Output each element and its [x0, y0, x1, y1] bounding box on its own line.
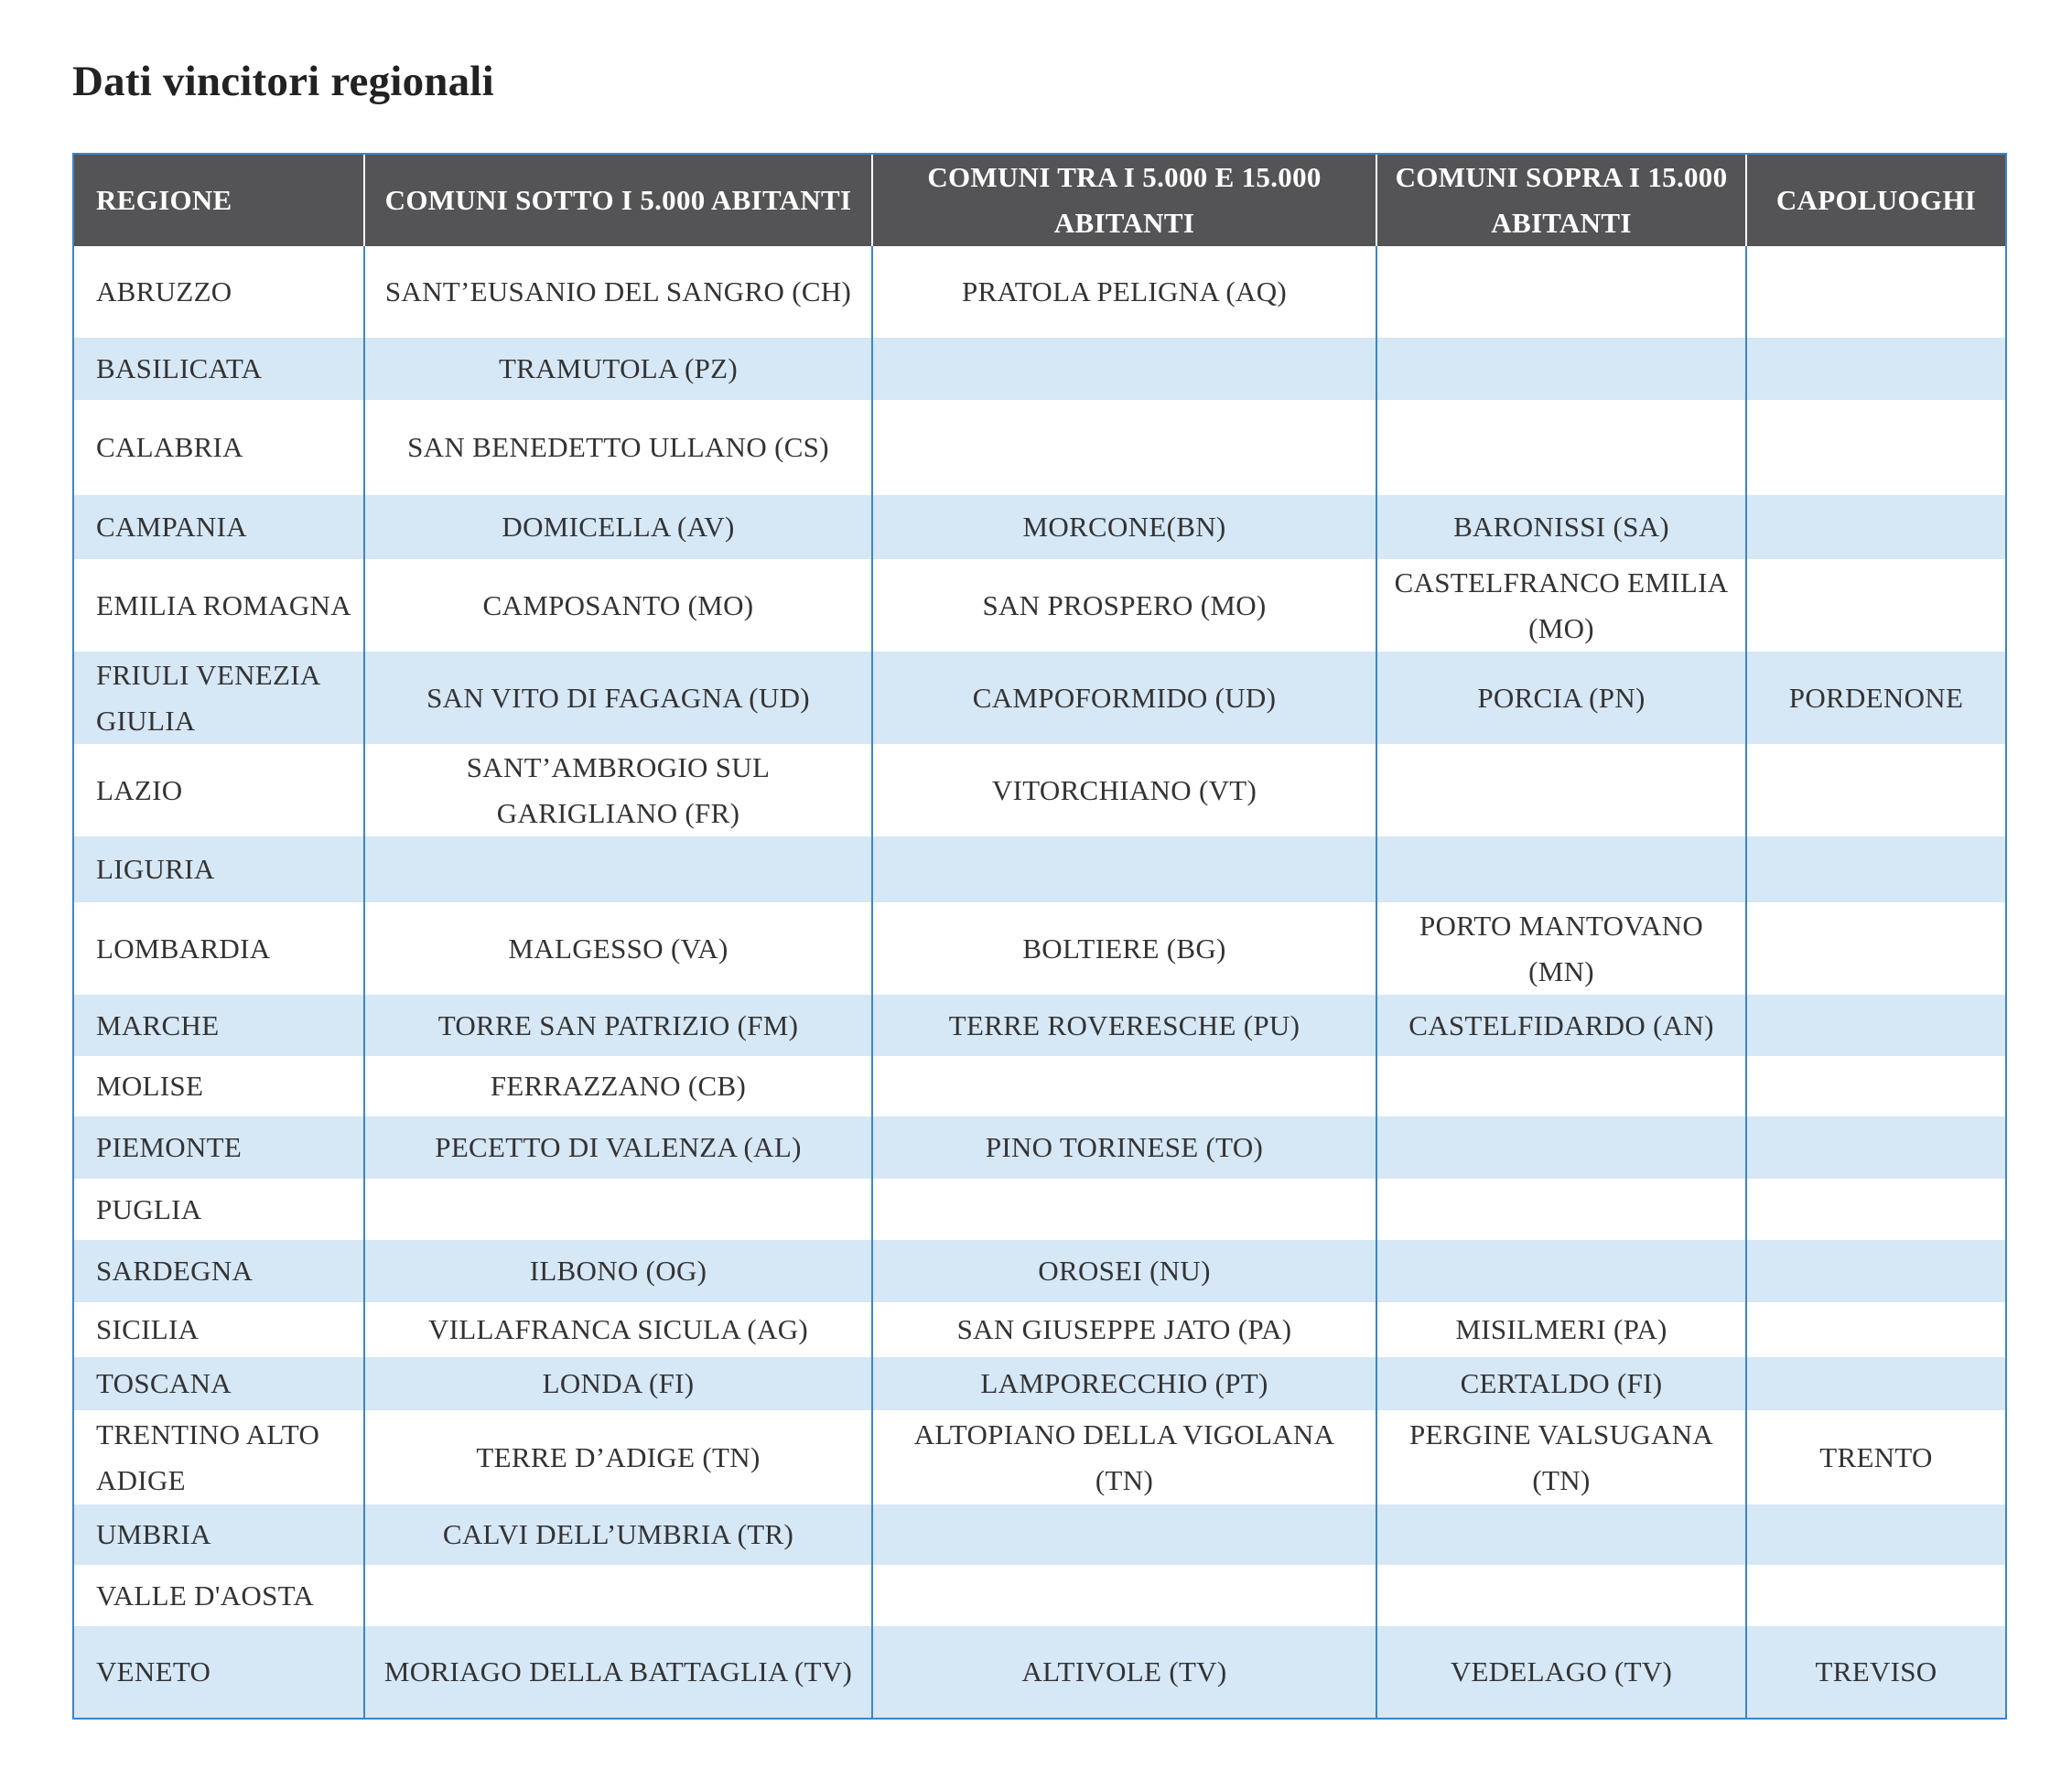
cell-capoluogo — [1746, 1357, 2006, 1410]
cell-over-15000 — [1376, 338, 1746, 400]
table-row — [73, 559, 2006, 652]
cell-under-5000: LONDA (FI) — [364, 1357, 872, 1410]
cell-over-15000: CASTELFRANCO EMILIA (MO) — [1376, 559, 1746, 652]
table-row — [73, 902, 2006, 995]
cell-5000-15000: MORCONE(BN) — [872, 495, 1376, 559]
header-comuni-5000-15000: COMUNI TRA I 5.000 E 15.000 ABITANTI — [872, 154, 1376, 246]
cell-region: SARDEGNA — [73, 1240, 364, 1302]
cell-5000-15000: TERRE ROVERESCHE (PU) — [872, 995, 1376, 1056]
cell-over-15000: PERGINE VALSUGANA (TN) — [1376, 1410, 1746, 1504]
cell-capoluogo — [1746, 1056, 2006, 1116]
cell-5000-15000 — [872, 1056, 1376, 1116]
cell-over-15000 — [1376, 1116, 1746, 1179]
cell-over-15000: MISILMERI (PA) — [1376, 1302, 1746, 1357]
cell-over-15000: CERTALDO (FI) — [1376, 1357, 1746, 1410]
cell-capoluogo: PORDENONE — [1746, 652, 2006, 744]
cell-under-5000: CALVI DELL’UMBRIA (TR) — [364, 1504, 872, 1565]
cell-region: BASILICATA — [73, 338, 364, 400]
cell-over-15000: CASTELFIDARDO (AN) — [1376, 995, 1746, 1056]
cell-under-5000: SAN BENEDETTO ULLANO (CS) — [364, 400, 872, 495]
cell-region: TOSCANA — [73, 1357, 364, 1410]
table-row — [73, 836, 2006, 902]
cell-region: EMILIA ROMAGNA — [73, 559, 364, 652]
cell-over-15000: VEDELAGO (TV) — [1376, 1626, 1746, 1719]
cell-5000-15000 — [872, 400, 1376, 495]
cell-capoluogo — [1746, 836, 2006, 902]
table-row — [73, 1116, 2006, 1179]
cell-region: SICILIA — [73, 1302, 364, 1357]
cell-capoluogo — [1746, 495, 2006, 559]
cell-over-15000 — [1376, 1565, 1746, 1626]
cell-capoluogo — [1746, 1565, 2006, 1626]
cell-under-5000: PECETTO DI VALENZA (AL) — [364, 1116, 872, 1179]
table-row — [73, 744, 2006, 836]
table-row — [73, 495, 2006, 559]
table-row — [73, 995, 2006, 1056]
cell-region: MOLISE — [73, 1056, 364, 1116]
cell-capoluogo — [1746, 1504, 2006, 1565]
cell-capoluogo — [1746, 559, 2006, 652]
cell-capoluogo — [1746, 744, 2006, 836]
cell-5000-15000 — [872, 1565, 1376, 1626]
cell-under-5000 — [364, 836, 872, 902]
cell-over-15000 — [1376, 1056, 1746, 1116]
header-row — [73, 154, 2006, 246]
cell-5000-15000 — [872, 1504, 1376, 1565]
cell-over-15000: PORCIA (PN) — [1376, 652, 1746, 744]
cell-region: MARCHE — [73, 995, 364, 1056]
cell-5000-15000: SAN GIUSEPPE JATO (PA) — [872, 1302, 1376, 1357]
cell-over-15000: PORTO MANTOVANO (MN) — [1376, 902, 1746, 995]
cell-under-5000: MALGESSO (VA) — [364, 902, 872, 995]
table-row — [73, 1410, 2006, 1504]
cell-under-5000: CAMPOSANTO (MO) — [364, 559, 872, 652]
cell-5000-15000: LAMPORECCHIO (PT) — [872, 1357, 1376, 1410]
cell-capoluogo — [1746, 1302, 2006, 1357]
table-row — [73, 1504, 2006, 1565]
cell-under-5000: ILBONO (OG) — [364, 1240, 872, 1302]
cell-over-15000 — [1376, 400, 1746, 495]
header-comuni-sotto-5000: COMUNI SOTTO I 5.000 ABITANTI — [364, 154, 872, 246]
table-row — [73, 1626, 2006, 1719]
cell-under-5000: DOMICELLA (AV) — [364, 495, 872, 559]
cell-under-5000: TRAMUTOLA (PZ) — [364, 338, 872, 400]
cell-5000-15000: OROSEI (NU) — [872, 1240, 1376, 1302]
cell-region: TRENTINO ALTO ADIGE — [73, 1410, 364, 1504]
cell-over-15000 — [1376, 744, 1746, 836]
cell-capoluogo — [1746, 902, 2006, 995]
cell-region: LAZIO — [73, 744, 364, 836]
table-row — [73, 246, 2006, 338]
cell-5000-15000: VITORCHIANO (VT) — [872, 744, 1376, 836]
table-row — [73, 400, 2006, 495]
header-comuni-sopra-15000: COMUNI SOPRA I 15.000 ABITANTI — [1376, 154, 1746, 246]
cell-under-5000: SAN VITO DI FAGAGNA (UD) — [364, 652, 872, 744]
cell-5000-15000: PRATOLA PELIGNA (AQ) — [872, 246, 1376, 338]
page-title: Dati vincitori regionali — [72, 58, 494, 105]
cell-over-15000 — [1376, 1240, 1746, 1302]
table-row — [73, 1357, 2006, 1410]
cell-under-5000: VILLAFRANCA SICULA (AG) — [364, 1302, 872, 1357]
cell-5000-15000: BOLTIERE (BG) — [872, 902, 1376, 995]
regional-winners-table — [72, 153, 2007, 1720]
cell-5000-15000 — [872, 1179, 1376, 1240]
header-regione: REGIONE — [73, 154, 364, 246]
cell-over-15000: BARONISSI (SA) — [1376, 495, 1746, 559]
cell-region: LOMBARDIA — [73, 902, 364, 995]
cell-capoluogo — [1746, 995, 2006, 1056]
cell-region: FRIULI VENEZIA GIULIA — [73, 652, 364, 744]
cell-capoluogo — [1746, 246, 2006, 338]
cell-under-5000: SANT’EUSANIO DEL SANGRO (CH) — [364, 246, 872, 338]
cell-5000-15000: ALTIVOLE (TV) — [872, 1626, 1376, 1719]
cell-over-15000 — [1376, 836, 1746, 902]
cell-capoluogo — [1746, 1240, 2006, 1302]
table-row — [73, 1240, 2006, 1302]
cell-5000-15000 — [872, 338, 1376, 400]
cell-over-15000 — [1376, 1504, 1746, 1565]
cell-region: PUGLIA — [73, 1179, 364, 1240]
cell-region: CALABRIA — [73, 400, 364, 495]
cell-under-5000: FERRAZZANO (CB) — [364, 1056, 872, 1116]
cell-region: PIEMONTE — [73, 1116, 364, 1179]
cell-capoluogo: TRENTO — [1746, 1410, 2006, 1504]
table-row — [73, 338, 2006, 400]
table-row — [73, 1565, 2006, 1626]
table-body — [73, 246, 2006, 1719]
cell-5000-15000: PINO TORINESE (TO) — [872, 1116, 1376, 1179]
cell-5000-15000: CAMPOFORMIDO (UD) — [872, 652, 1376, 744]
cell-capoluogo — [1746, 1116, 2006, 1179]
table-row — [73, 1056, 2006, 1116]
table-row — [73, 652, 2006, 744]
cell-region: CAMPANIA — [73, 495, 364, 559]
cell-under-5000 — [364, 1565, 872, 1626]
table-header — [73, 154, 2006, 246]
cell-capoluogo: TREVISO — [1746, 1626, 2006, 1719]
cell-region: LIGURIA — [73, 836, 364, 902]
cell-5000-15000 — [872, 836, 1376, 902]
cell-over-15000 — [1376, 246, 1746, 338]
cell-region: VALLE D'AOSTA — [73, 1565, 364, 1626]
cell-5000-15000: ALTOPIANO DELLA VIGOLANA (TN) — [872, 1410, 1376, 1504]
cell-region: VENETO — [73, 1626, 364, 1719]
cell-under-5000: SANT’AMBROGIO SUL GARIGLIANO (FR) — [364, 744, 872, 836]
cell-region: ABRUZZO — [73, 246, 364, 338]
cell-capoluogo — [1746, 338, 2006, 400]
table-row — [73, 1302, 2006, 1357]
header-capoluoghi: CAPOLUOGHI — [1746, 154, 2006, 246]
cell-under-5000 — [364, 1179, 872, 1240]
cell-capoluogo — [1746, 400, 2006, 495]
cell-under-5000: MORIAGO DELLA BATTAGLIA (TV) — [364, 1626, 872, 1719]
table-row — [73, 1179, 2006, 1240]
cell-region: UMBRIA — [73, 1504, 364, 1565]
cell-under-5000: TORRE SAN PATRIZIO (FM) — [364, 995, 872, 1056]
cell-capoluogo — [1746, 1179, 2006, 1240]
cell-under-5000: TERRE D’ADIGE (TN) — [364, 1410, 872, 1504]
cell-over-15000 — [1376, 1179, 1746, 1240]
cell-5000-15000: SAN PROSPERO (MO) — [872, 559, 1376, 652]
